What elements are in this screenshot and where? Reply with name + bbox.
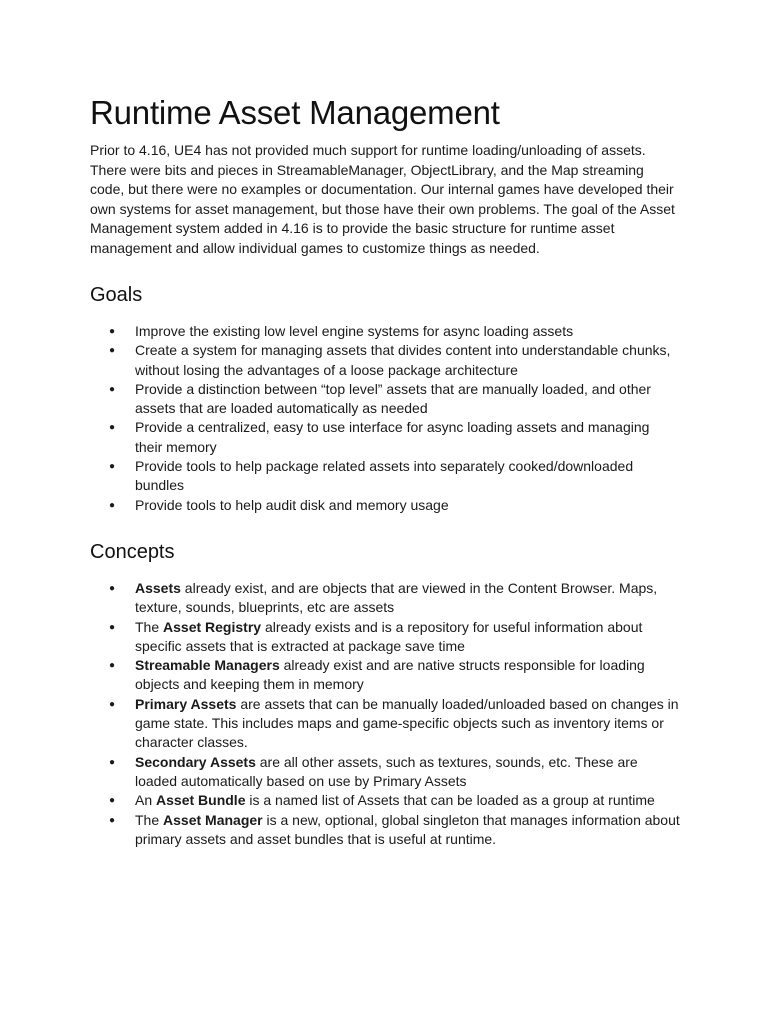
- concept-term: Asset Registry: [163, 618, 262, 635]
- concept-text: are assets that can be manually loaded/unloaded based on changes in game state. This includes maps and game-specific objects such as inventory items or character classes.: [135, 695, 679, 751]
- goal-text: Create a system for managing assets that divides content into understandable chunks, without losing the advantages of a loose package architecture: [135, 342, 671, 378]
- bullet-icon: ●: [109, 422, 116, 434]
- concept-item: [90, 695, 680, 753]
- bullet-icon: ●: [109, 660, 116, 672]
- concept-text: already exists and is a repository for useful information about specific assets that is extracted at package save time: [135, 618, 643, 654]
- bullet-icon: ●: [109, 461, 116, 473]
- concept-term: Streamable Managers: [135, 657, 280, 674]
- bullet-icon: ●: [109, 814, 116, 826]
- concept-item: [90, 791, 680, 810]
- goals-list: [90, 322, 680, 515]
- concept-text: is a new, optional, global singleton that manages information about primary assets and asset bundles that is useful at runtime.: [135, 811, 680, 847]
- concept-text: is a named list of Assets that can be loaded as a group at runtime: [245, 792, 655, 809]
- concept-text: already exist, and are objects that are viewed in the Content Browser. Maps, texture, sounds, blueprints, etc are assets: [135, 579, 658, 616]
- bullet-icon: ●: [109, 698, 116, 710]
- goal-text: Provide a centralized, easy to use interface for async loading assets and managing their memory: [135, 419, 650, 455]
- goal-item: [90, 380, 680, 419]
- goal-text: Provide tools to help audit disk and memory usage: [135, 496, 449, 513]
- document-page: [90, 93, 680, 849]
- goal-item: [90, 322, 680, 341]
- goal-item: [90, 418, 680, 457]
- concept-term: Assets: [135, 579, 181, 596]
- concept-pre: An: [135, 792, 157, 809]
- concept-term: Primary Assets: [135, 695, 237, 712]
- bullet-icon: ●: [109, 795, 116, 807]
- bullet-icon: ●: [109, 383, 116, 395]
- bullet-icon: ●: [109, 499, 116, 511]
- concept-item: [90, 753, 680, 792]
- concept-item: [90, 618, 680, 657]
- concepts-list: [90, 579, 680, 849]
- goals-heading: Goals: [90, 284, 143, 306]
- concept-pre: The: [135, 618, 164, 635]
- bullet-icon: ●: [109, 621, 116, 633]
- concept-text: already exist and are native structs responsible for loading objects and keeping them in memory: [135, 657, 645, 693]
- bullet-icon: ●: [109, 582, 116, 594]
- goal-item: [90, 341, 680, 380]
- goal-text: Improve the existing low level engine systems for async loading assets: [135, 323, 574, 339]
- bullet-icon: ●: [109, 756, 116, 768]
- bullet-icon: ●: [109, 326, 116, 337]
- concept-item: [90, 656, 680, 695]
- intro-paragraph: Prior to 4.16, UE4 has not provided much support for runtime loading/unloading of assets. There were bits and pieces in StreamableManager, ObjectLibrary, and the Map streaming code, but there were no examples or documentation. Our internal games have developed their own systems for asset management, but those have their own problems. The goal of the Asset Management system added in 4.16 is to provide the basic structure for runtime asset management and allow individual games to customize things as needed.: [90, 142, 675, 256]
- concept-term: Secondary Assets: [135, 753, 256, 770]
- concept-term: Asset Bundle: [156, 792, 246, 809]
- goal-text: Provide a distinction between “top level” assets that are manually loaded, and other assets that are loaded automatically as needed: [135, 380, 651, 417]
- goal-item: [90, 457, 680, 496]
- concept-item: [90, 811, 680, 850]
- concept-item: [90, 579, 680, 618]
- bullet-icon: ●: [109, 345, 116, 357]
- concept-text: are all other assets, such as textures, sounds, etc. These are loaded automatically based on use by Primary Assets: [135, 753, 638, 789]
- page-title: Runtime Asset Management: [90, 94, 500, 131]
- concepts-heading: Concepts: [90, 540, 175, 563]
- goal-item: [90, 496, 680, 515]
- concept-pre: The: [135, 811, 164, 828]
- goal-text: Provide tools to help package related assets into separately cooked/downloaded bundles: [135, 458, 634, 494]
- concept-term: Asset Manager: [163, 811, 263, 828]
